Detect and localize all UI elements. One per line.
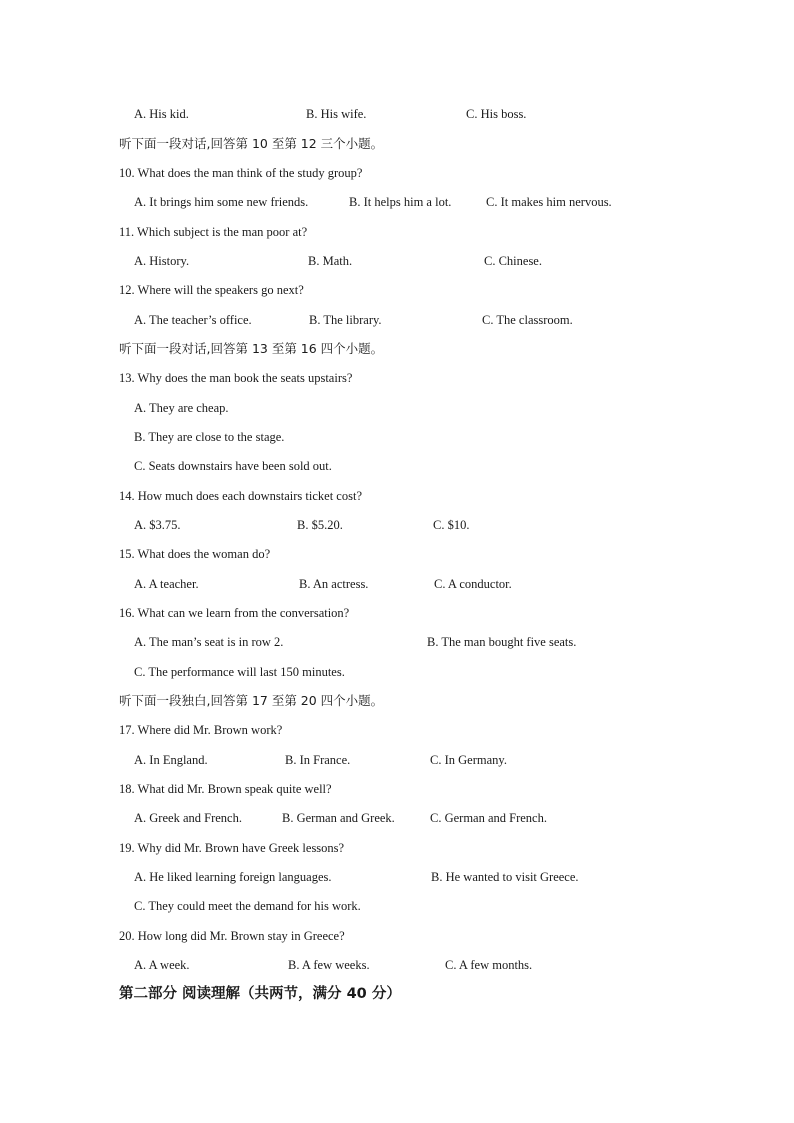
q12-option-a: A. The teacher’s office.: [134, 313, 252, 327]
q18-option-a: A. Greek and French.: [134, 811, 242, 825]
q12-option-c: C. The classroom.: [482, 313, 573, 327]
q16-stem: 16. What can we learn from the conversation?: [119, 606, 350, 620]
q19-option-c: C. They could meet the demand for his work.: [134, 899, 361, 913]
q12-option-b: B. The library.: [309, 313, 382, 327]
q20-option-a: A. A week.: [134, 958, 190, 972]
q17-option-c: C. In Germany.: [430, 753, 507, 767]
q13-option-b: B. They are close to the stage.: [134, 430, 285, 444]
q14-stem: 14. How much does each downstairs ticket cost?: [119, 489, 362, 503]
q16-option-a: A. The man’s seat is in row 2.: [134, 635, 284, 649]
q10-option-b: B. It helps him a lot.: [349, 195, 452, 209]
q18-stem: 18. What did Mr. Brown speak quite well?: [119, 782, 332, 796]
q12-stem: 12. Where will the speakers go next?: [119, 283, 304, 297]
q11-option-b: B. Math.: [308, 254, 353, 268]
q15-stem: 15. What does the woman do?: [119, 547, 271, 561]
q11-option-c: C. Chinese.: [484, 254, 542, 268]
q17-option-b: B. In France.: [285, 753, 351, 767]
q20-option-b: B. A few weeks.: [288, 958, 370, 972]
q16-option-b: B. The man bought five seats.: [427, 635, 577, 649]
q13-option-c: C. Seats downstairs have been sold out.: [134, 459, 332, 473]
q15-option-a: A. A teacher.: [134, 577, 199, 591]
q9-option-b: B. His wife.: [306, 107, 367, 121]
q15-option-b: B. An actress.: [299, 577, 369, 591]
section-instruction-10-12: 听下面一段对话,回答第 10 至第 12 三个小题。: [119, 136, 384, 151]
q18-option-c: C. German and French.: [430, 811, 547, 825]
q9-option-c: C. His boss.: [466, 107, 527, 121]
q16-option-c: C. The performance will last 150 minutes.: [134, 665, 345, 679]
q13-stem: 13. Why does the man book the seats upstairs?: [119, 371, 353, 385]
q15-option-c: C. A conductor.: [434, 577, 512, 591]
q10-option-a: A. It brings him some new friends.: [134, 195, 309, 209]
q20-stem: 20. How long did Mr. Brown stay in Greece?: [119, 929, 345, 943]
q19-option-b: B. He wanted to visit Greece.: [431, 870, 579, 884]
q14-option-b: B. $5.20.: [297, 518, 343, 532]
section-instruction-13-16: 听下面一段对话,回答第 13 至第 16 四个小题。: [119, 341, 384, 356]
part-two-heading: 第二部分 阅读理解（共两节，满分 40 分）: [119, 986, 401, 1002]
q20-option-c: C. A few months.: [445, 958, 533, 972]
q11-option-a: A. History.: [134, 254, 190, 268]
section-instruction-17-20: 听下面一段独白,回答第 17 至第 20 四个小题。: [119, 693, 384, 708]
q10-option-c: C. It makes him nervous.: [486, 195, 612, 209]
q14-option-c: C. $10.: [433, 518, 470, 532]
q9-option-a: A. His kid.: [134, 107, 189, 121]
q18-option-b: B. German and Greek.: [282, 811, 395, 825]
q19-option-a: A. He liked learning foreign languages.: [134, 870, 332, 884]
q10-stem: 10. What does the man think of the study group?: [119, 166, 363, 180]
q14-option-a: A. $3.75.: [134, 518, 181, 532]
q17-stem: 17. Where did Mr. Brown work?: [119, 723, 283, 737]
q17-option-a: A. In England.: [134, 753, 208, 767]
q11-stem: 11. Which subject is the man poor at?: [119, 225, 308, 239]
q13-option-a: A. They are cheap.: [134, 401, 229, 415]
q19-stem: 19. Why did Mr. Brown have Greek lessons?: [119, 841, 345, 855]
